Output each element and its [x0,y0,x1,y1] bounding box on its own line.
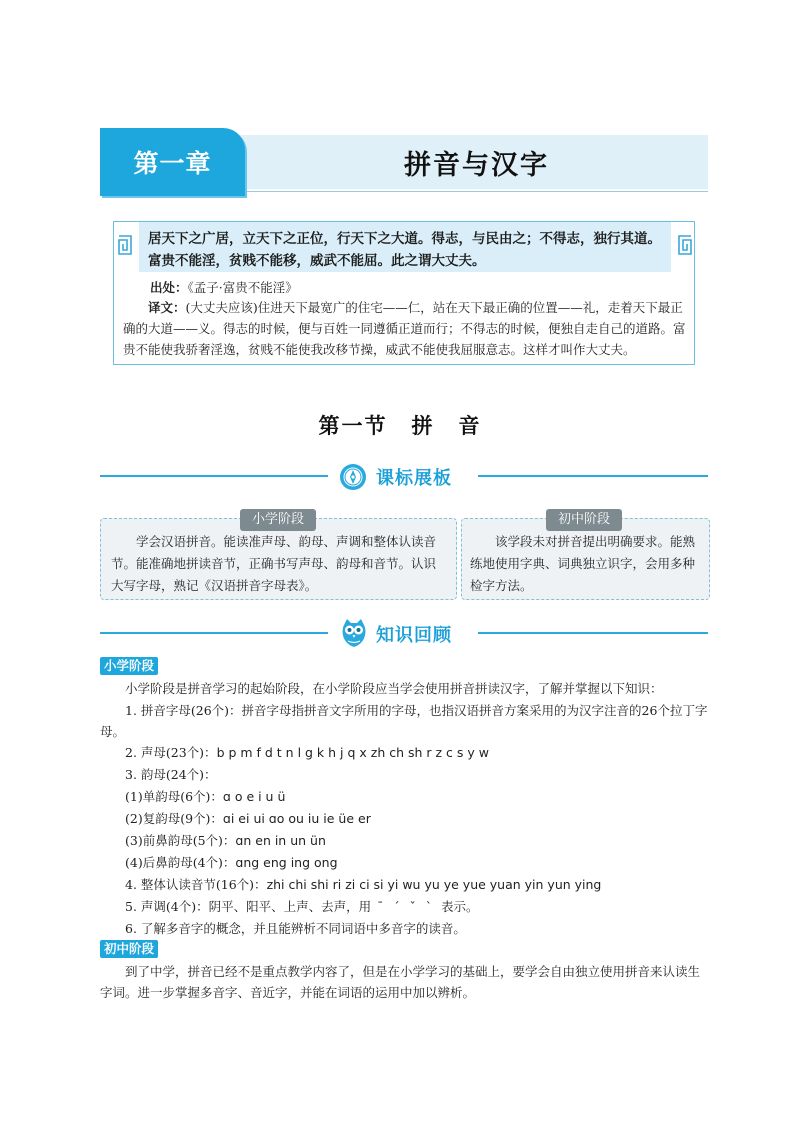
review-tag-primary: 小学阶段 [100,657,158,675]
item-3c-value: ɑn en in un ün [235,833,326,848]
right-fret-ornament-icon [677,234,693,256]
owl-icon [339,617,369,649]
review-item-6: 6. 了解多音字的概念，并且能辨析不同词语中多音字的读音。 [125,921,466,936]
chapter-title: 拼音与汉字 [404,149,549,181]
left-fret-ornament-icon [117,234,133,256]
item-4-label: 4. 整体认读音节(16个)： [125,877,267,892]
stage-text-middle: 该学段未对拼音提出明确要求。能熟练地使用字典、词典独立识字，会用多种检字方法。 [470,534,696,593]
item-2-label: 2. 声母(23个)： [125,745,217,760]
chapter-tab [100,128,245,196]
banner-line-right [478,475,708,477]
section-number: 第一节 [318,414,388,438]
item-3d-value: ɑng eng ing ong [235,855,338,870]
review-item-3b [100,808,708,829]
item-5-suffix: 表示。 [441,899,479,914]
stage-tag-middle: 初中阶段 [546,509,622,531]
stage-text-primary: 学会汉语拼音。能读准声母、韵母、声调和整体认读音节。能准确地拼读音节，正确书写声母、韵母和音节。认识大写字母，熟记《汉语拼音字母表》。 [111,534,437,593]
source-value: 《孟子·富贵不能淫》 [187,280,298,295]
review-tag-middle: 初中阶段 [100,940,158,958]
item-3d-label: (4)后鼻韵母(4个)： [125,855,236,870]
banner-line-left [100,475,328,477]
banner-title-review: 知识回顾 [376,625,452,646]
chapter-number: 第一章 [133,149,212,178]
translation-label: 译文： [148,300,186,315]
source-label: 出处： [150,280,188,295]
item-5-prefix: 5. 声调(4个)：阴平、阳平、上声、去声，用 [125,899,372,914]
item-4-value: zhi chi shi ri zi ci si yi wu yu ye yue yuan yin yun ying [266,877,602,892]
quote-source [150,278,298,296]
section-title [0,410,800,440]
quote-translation [123,297,688,360]
compass-icon [338,462,368,492]
review-item-3a [100,786,708,807]
review-item-3c [100,830,708,851]
tone-marks: ˉ ˊ ˇ ˋ [377,899,436,914]
section-word-2: 音 [458,414,482,438]
review-item-4 [100,874,708,895]
review-middle-text: 到了中学，拼音已经不是重点教学内容了，但是在小学学习的基础上，要学会自由独立使用拼音来认读生字词。进一步掌握多音字、音近字，并能在词语的运用中加以辨析。 [100,964,701,1000]
item-3a-value: ɑ o e i u ü [222,789,286,804]
stage-tag-primary: 小学阶段 [240,509,316,531]
review-item-3d [100,852,708,873]
quote-text: 居天下之广居，立天下之正位，行天下之大道。得志，与民由之；不得志，独行其道。富贵不能淫，贫贱不能移，威武不能屈。此之谓大丈夫。 [148,231,661,269]
item-3b-value: ɑi ei ui ɑo ou iu ie üe er [222,811,371,826]
review-item-5 [100,896,708,917]
review-intro: 小学阶段是拼音学习的起始阶段，在小学阶段应当学会使用拼音拼读汉字，了解并掌握以下知识： [125,681,663,696]
item-3b-label: (2)复韵母(9个)： [125,811,223,826]
item-3c-label: (3)前鼻韵母(5个)： [125,833,236,848]
banner-title-curriculum: 课标展板 [376,468,452,489]
item-3a-label: (1)单韵母(6个)： [125,789,223,804]
section-word-1: 拼 [411,414,435,438]
item-2-value: b p m f d t n l g k h j q x zh ch sh r z c s y w [216,745,489,760]
review-item-1: 1. 拼音字母(26个)：拼音字母指拼音文字所用的字母，也指汉语拼音方案采用的为汉字注音的26个拉丁字母。 [100,703,708,739]
translation-value: (大丈夫应该)住进天下最宽广的住宅——仁，站在天下最正确的位置——礼，走着天下最正确的大道——义。得志的时候，便与百姓一同遵循正道而行；不得志的时候，便独自走自己的道路。富贵不能使我骄奢淫逸，贫贱不能使我改移节操，威武不能使我屈服意志。这样才叫作大丈夫。 [123,300,686,357]
banner-line-right-2 [478,632,708,634]
review-item-2 [100,742,708,763]
banner-line-left-2 [100,632,328,634]
review-item-3: 3. 韵母(24个)： [125,767,217,782]
